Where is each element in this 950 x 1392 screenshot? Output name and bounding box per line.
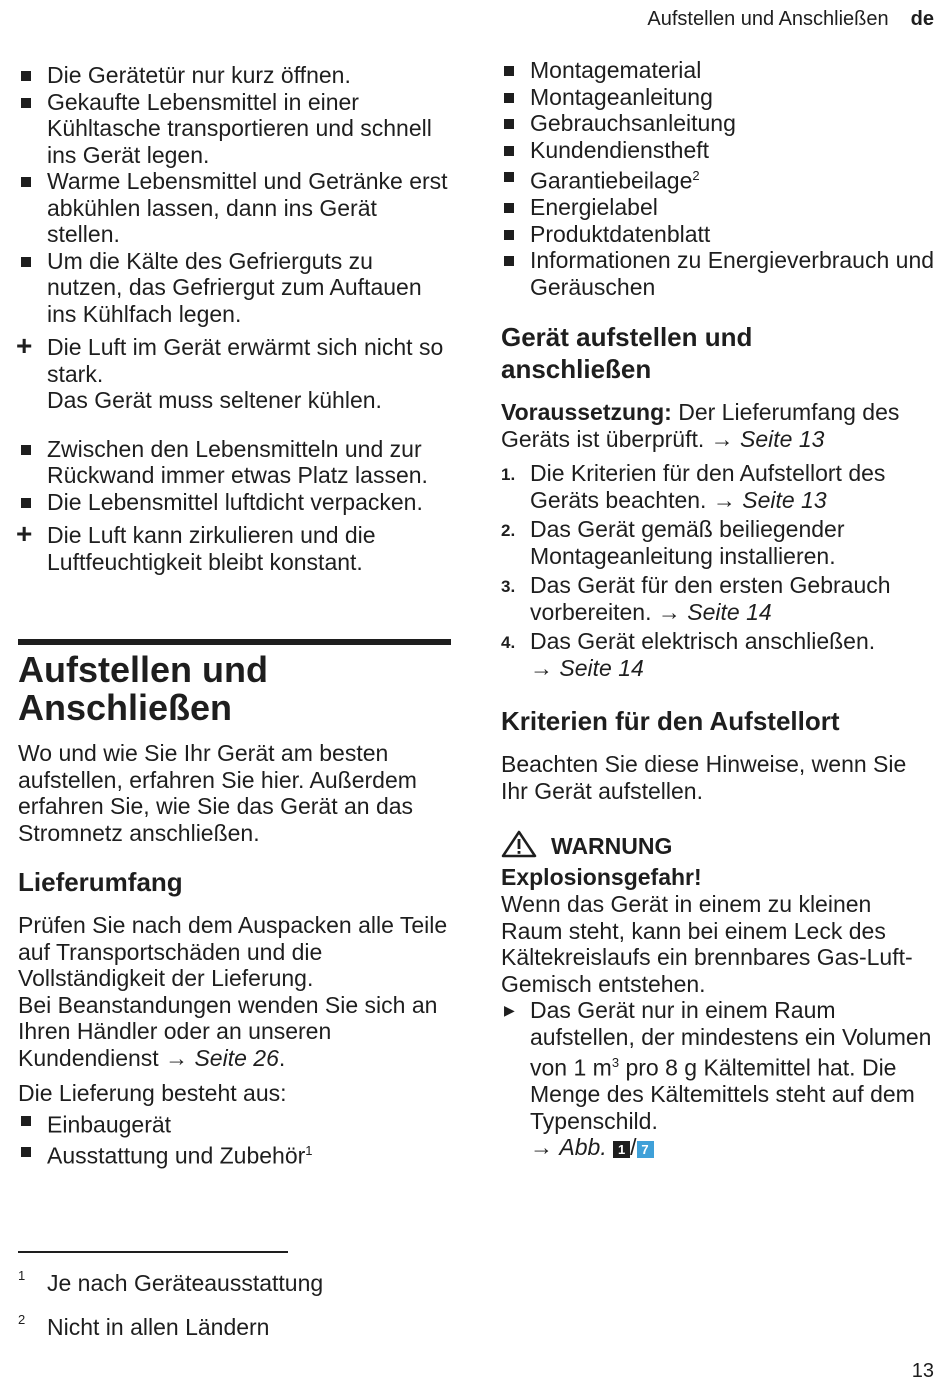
step-text: Das Gerät gemäß beiliegender Montageanleitung installieren. (530, 516, 845, 569)
paragraph-text: Bei Beanstandungen wenden Sie sich an Ihren Händler oder an unseren Kundendienst (18, 991, 438, 1071)
footnote-rule (18, 1251, 288, 1253)
section-rule (18, 639, 451, 645)
list-item (501, 194, 939, 221)
warning-title: Explosionsgefahr! (501, 864, 702, 891)
figure-separator: / (630, 1134, 637, 1161)
warning-label: WARNUNG (551, 833, 673, 860)
reference-arrow-icon: → (712, 486, 736, 513)
warning-text: Wenn das Gerät in einem zu kleinen Raum steht, kann bei einem Leck des Kältekreislaufs ein brennbares Gas-Luft-Gemisch entstehen. (501, 891, 913, 997)
install-steps (501, 460, 939, 681)
footnote-mark: 2 (692, 168, 700, 183)
footnote-text: Nicht in allen Ländern (47, 1314, 270, 1340)
item-text: Energielabel (530, 194, 658, 221)
item-text: Informationen zu Energieverbrauch und Geräuschen (530, 247, 935, 300)
delivery-intro: Die Lieferung besteht aus: (18, 1080, 287, 1106)
list-item (501, 163, 939, 194)
item-text: Montagematerial (530, 57, 702, 83)
step-item (501, 460, 939, 513)
page-reference-link[interactable]: Seite 13 (742, 486, 827, 513)
warning-box (501, 830, 939, 1161)
tips-list-1 (18, 62, 448, 327)
result-line: Die Luft im Gerät erwärmt sich nicht so stark. (47, 334, 444, 387)
list-item: Warme Lebensmittel und Getränke erst abkühlen lassen, dann ins Gerät stellen. (18, 168, 448, 248)
step-text: Das Gerät elektrisch anschließen. (530, 628, 876, 655)
subheading-aufstellen: Gerät aufstellen und anschließen (501, 322, 753, 385)
result-line: Das Gerät muss seltener kühlen. (47, 387, 382, 413)
delivery-list (18, 1107, 448, 1169)
warning-header (501, 830, 939, 864)
punctuation: . (278, 1044, 286, 1071)
page-number: 13 (911, 1360, 934, 1382)
section-intro: Wo und wie Sie Ihr Gerät am besten aufstellen, erfahren Sie hier. Außerdem erfahren Sie, wie Sie das Gerät an das Stromnetz anschließen. (18, 740, 417, 846)
list-item: Die Gerätetür nur kurz öffnen. (18, 62, 448, 89)
action-text: Das Gerät nur in einem Raum aufstellen, der mindestens ein Volumen von 1 m (530, 997, 932, 1081)
subheading-kriterien: Kriterien für den Aufstellort (501, 706, 840, 737)
item-text: Gebrauchsanleitung (530, 110, 736, 136)
step-text: Das Gerät für den ersten Gebrauch vorbereiten. (530, 572, 891, 625)
reference-arrow-icon: → (710, 425, 734, 452)
step-number: 3. (501, 577, 516, 597)
prerequisite-text: Der Lieferumfang des Geräts ist überprüft. (501, 399, 900, 452)
step-item (501, 572, 939, 625)
reference-arrow-icon: → (657, 598, 681, 625)
plus-icon: + (16, 330, 33, 361)
reference-arrow-icon: → (165, 1044, 189, 1071)
prerequisite-label: Voraussetzung: (501, 399, 672, 426)
list-item: Die Lebensmittel luftdicht verpacken. (18, 489, 448, 516)
subheading-lieferumfang: Lieferumfang (18, 867, 183, 897)
item-text: Einbaugerät (47, 1111, 172, 1138)
lieferumfang-paragraph-2 (18, 992, 448, 1072)
list-item (501, 110, 939, 137)
warning-triangle-icon (501, 830, 537, 864)
item-text: Ausstattung und Zubehör (47, 1142, 306, 1169)
list-item: Zwischen den Lebensmitteln und zur Rückwand immer etwas Platz lassen. (18, 436, 448, 489)
plus-icon: + (16, 518, 33, 549)
item-text: Produktdatenblatt (530, 220, 711, 247)
warning-action (501, 997, 939, 1161)
footnote-text: Je nach Geräteausstattung (47, 1270, 324, 1296)
result-note-2 (16, 518, 448, 575)
list-item (501, 84, 939, 111)
list-item (501, 137, 939, 164)
reference-arrow-icon: → (530, 1134, 553, 1161)
step-number: 2. (501, 521, 516, 541)
footnote-mark: 1 (305, 1142, 313, 1158)
kriterien-text: Beachten Sie diese Hinweise, wenn Sie Ihr Gerät aufstellen. (501, 751, 907, 804)
list-item: Gekaufte Lebensmittel in einer Kühltasche transportieren und schnell ins Gerät legen. (18, 89, 448, 169)
footnote-mark: 2 (18, 1312, 26, 1327)
list-item: Um die Kälte des Gefrierguts zu nutzen, das Gefriergut zum Auftauen ins Kühlfach legen. (18, 248, 448, 328)
list-item (501, 247, 939, 300)
list-item (501, 57, 939, 84)
step-text: Die Kriterien für den Aufstellort des Geräts beachten. (530, 460, 886, 513)
prerequisite (501, 399, 939, 452)
step-item (501, 516, 939, 569)
list-item (18, 1138, 448, 1169)
lieferumfang-paragraph: Prüfen Sie nach dem Auspacken alle Teile auf Transportschäden und die Vollständigkeit der Lieferung. (18, 912, 448, 991)
footnote-mark: 1 (18, 1268, 26, 1283)
step-item (501, 628, 939, 681)
figure-number-badge: 7 (637, 1141, 654, 1158)
action-triangle-icon: ▶ (504, 1002, 515, 1019)
page-reference-link[interactable]: Seite 26 (194, 1044, 279, 1071)
page-header (647, 8, 934, 31)
list-item (18, 1107, 448, 1138)
reference-arrow-icon: → (530, 654, 553, 681)
page-reference-link[interactable]: Seite 13 (740, 425, 825, 452)
left-column (18, 55, 448, 1169)
section-heading: Aufstellen und Anschließen (18, 649, 268, 728)
action-text: pro 8 g Kältemittel hat. Die Menge des Kältemittels steht auf dem Typenschild. (530, 1054, 915, 1134)
tips-list-2 (18, 436, 448, 516)
list-item (501, 221, 939, 248)
delivery-list-continued (501, 57, 939, 300)
step-number: 1. (501, 465, 516, 485)
item-text: Montageanleitung (530, 83, 713, 110)
item-text: Kundendienstheft (530, 136, 710, 163)
header-section-title: Aufstellen und Anschließen (647, 8, 889, 30)
header-language: de (910, 8, 934, 30)
step-number: 4. (501, 633, 516, 653)
item-text: Garantiebeilage (530, 167, 693, 194)
right-column (501, 55, 939, 1161)
result-note-1 (16, 330, 448, 414)
figure-number-badge: 1 (613, 1141, 630, 1158)
figure-reference-link[interactable]: Abb. (559, 1134, 607, 1161)
result-line: Die Luft kann zirkulieren und die Luftfeuchtigkeit bleibt konstant. (47, 522, 376, 575)
superscript: 3 (611, 1055, 620, 1071)
page-reference-link[interactable]: Seite 14 (559, 654, 644, 681)
page-reference-link[interactable]: Seite 14 (687, 598, 772, 625)
